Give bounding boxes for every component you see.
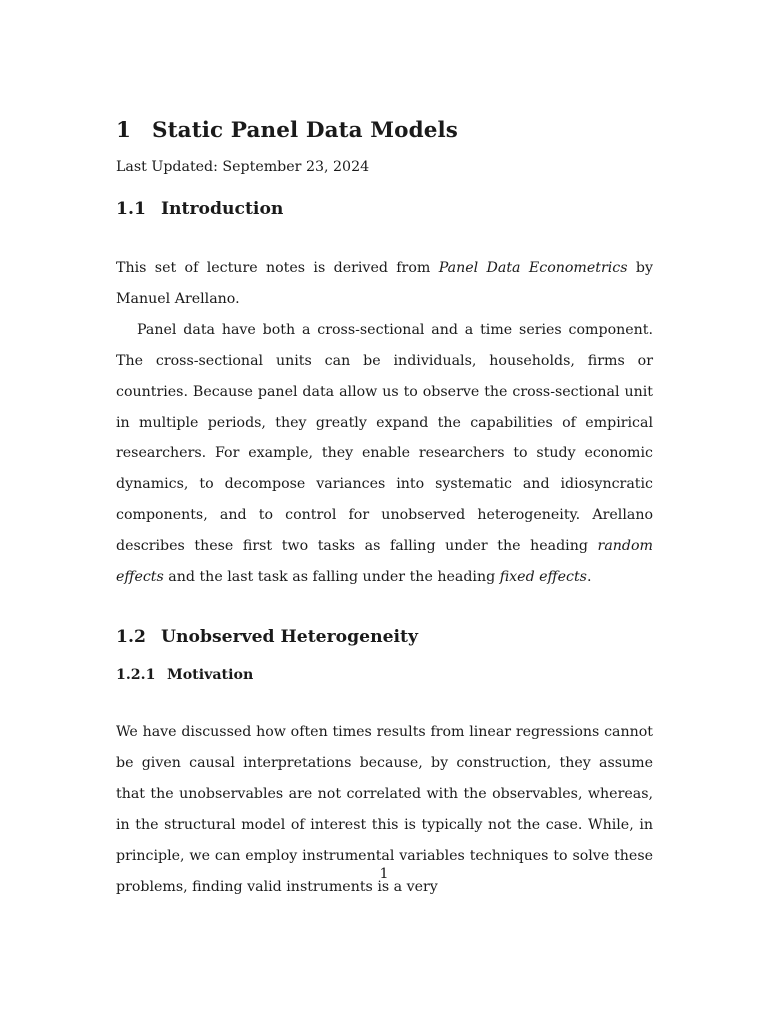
intro-paragraph-1 — [116, 253, 653, 315]
section-title: Unobserved Heterogeneity — [161, 626, 418, 647]
subsection-heading-motivation — [116, 665, 653, 685]
chapter-number: 1 — [116, 118, 132, 143]
text-run: by Manuel Arellano. — [116, 260, 653, 307]
subsection-number: 1.2.1 — [116, 666, 156, 683]
section-number: 1.2 — [116, 626, 146, 647]
chapter-heading — [116, 117, 653, 145]
term-fixed-effects: fixed effects — [499, 569, 587, 586]
page-content — [116, 117, 653, 902]
text-run: Panel data have both a cross-sectional and a time series component. The cross-sectional units can be individuals, households, firms or countries. Because panel data allow us to observe the cross-sectional unit in multiple periods, they greatly expand the capabilities of empirical researchers. For example, they enable researchers to study economic dynamics, to decompose variances into systematic and idiosyncratic components, and to control for unobserved heterogeneity. Arellano describes these first two tasks as falling under the heading — [116, 321, 653, 555]
text-run: and the last task as falling under the heading — [163, 569, 500, 586]
last-updated: Last Updated: September 23, 2024 — [116, 159, 370, 175]
text-run: . — [586, 569, 592, 586]
section-heading-unobserved-heterogeneity — [116, 625, 653, 649]
chapter-title: Static Panel Data Models — [152, 118, 458, 143]
text-run: This set of lecture notes is derived from — [116, 260, 439, 276]
page-number: 1 — [379, 866, 389, 882]
term-random-effects: random effects — [116, 538, 653, 586]
subsection-title: Motivation — [167, 666, 254, 683]
book-title: Panel Data Econometrics — [438, 260, 628, 276]
motivation-paragraph-1: We have discussed how often times results from linear regressions cannot be given causal interpretations because, by construction, they assume that the unobservables are not correlated with the observables, whereas, in the structural model of interest this is typically not the case. While, in principle, we can employ instrumental variables techniques to solve these problems, finding valid instruments is a very — [116, 723, 653, 895]
section-heading-introduction — [116, 197, 653, 221]
intro-paragraph-2 — [116, 315, 653, 593]
section-number: 1.1 — [116, 199, 146, 219]
section-title: Introduction — [161, 199, 284, 219]
